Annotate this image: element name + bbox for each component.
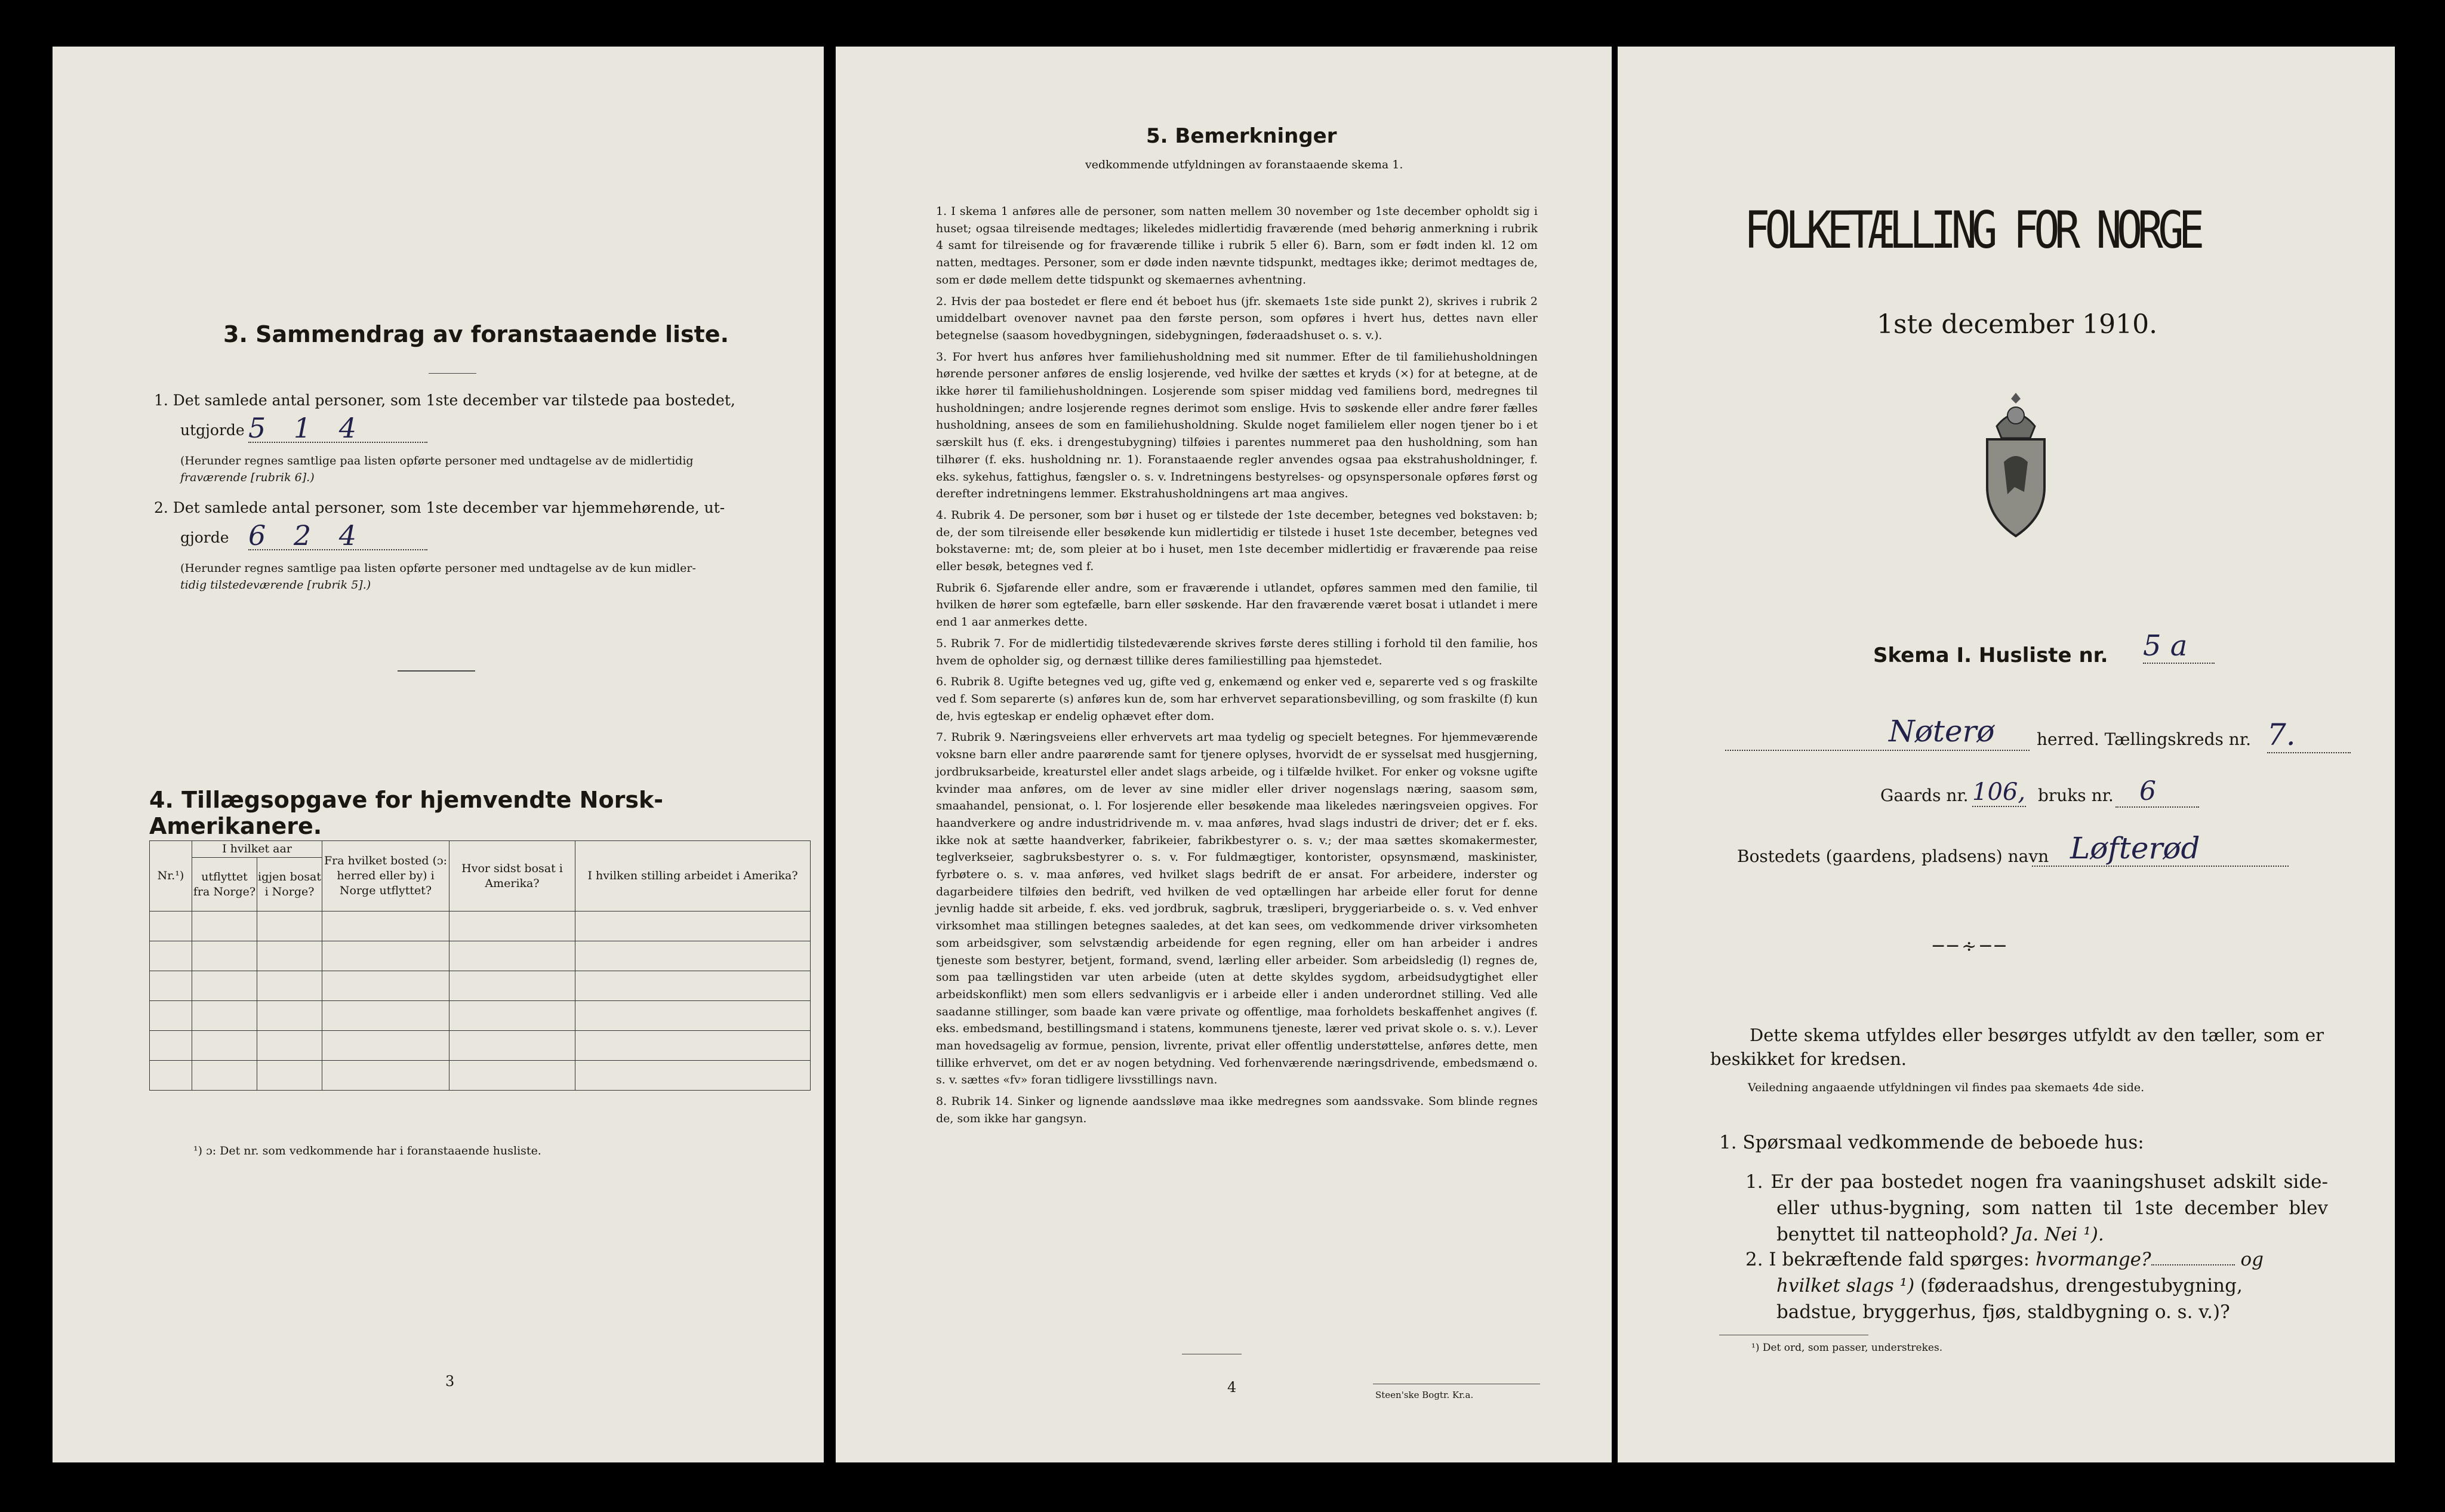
printer-mark: Steen'ske Bogtr. Kr.a. (1375, 1390, 1474, 1400)
norsk-amerikanere-table (149, 840, 811, 1091)
table-footnote: ¹) ɔ: Det nr. som vedkommende har i foranstaaende husliste. (193, 1144, 541, 1157)
table-row (150, 1001, 811, 1031)
gaards-label: Gaards nr. (1880, 786, 1969, 805)
page-number: 3 (445, 1373, 455, 1390)
section-3-title: 3. Sammendrag av foranstaaende liste. (223, 321, 729, 347)
question-2 (1745, 1246, 2328, 1325)
item-2-label: gjorde (180, 529, 229, 546)
divider (429, 373, 476, 374)
remark-8: 8. Rubrik 14. Sinker og lignende aandssløve maa ikke medregnes som aandssvake. Som blinde regnes de, som ikke har gangsyn. (936, 1095, 1538, 1125)
header-hvor: Hvor sidst bosat i Amerika? (449, 841, 575, 911)
table-row (150, 941, 811, 971)
question-2-hvormange: hvormange? (2035, 1249, 2151, 1270)
page-number: 4 (1227, 1379, 1237, 1396)
item-1-note-1: (Herunder regnes samtlige paa listen opførte personer med undtagelse av de midlertidig (180, 454, 694, 467)
intro-text: Dette skema utfyldes eller besørges utfyldt av den tæller, som er beskikket for kredsen. (1710, 1025, 2324, 1069)
gaards-value: 106, (1972, 778, 2026, 806)
husliste-nr-value: 5 a (2143, 629, 2215, 664)
intro-note: Veiledning angaaende utfyldningen vil findes paa skemaets 4de side. (1748, 1081, 2145, 1094)
item-2-note-1: (Herunder regnes samtlige paa listen opførte personer med undtagelse av de kun midler- (180, 562, 696, 575)
item-1-value: 5 1 4 (248, 414, 427, 443)
remark-3: 3. For hvert hus anføres hver familiehusholdning med sit nummer. Efter de til familiehusholdningen hørende personer anføres de enslig losjerende, ved hvilke der sættes et kryds (×) for at betegne, at de ikke hører til familiehusholdningen. Losjerende som spiser middag ved familiens bord, medregnes til husholdningen; andre losjerende regnes derimot som enslige. Hvis to søskende eller andre fører fælles husholdning, ansees de som en familiehusholdning. Skulde noget familielem eller nogen tjener bo i et særskilt hus (f. eks. i drengestubygning) tilføies i parentes nummeret paa den husholdning, som han tilhører (f. eks. husholdning nr. 1). Foranstaaende regler anvendes ogsaa paa ekstrahusholdninger, f. eks. sykehus, fattighus, fængsler o. s. v. Indretningens bestyrelses- og opsynspersonale opføres først og derefter indretningens lemmer. Ekstrahusholdningens art maa angives. (936, 350, 1538, 501)
bruks-value: 6 (2115, 776, 2199, 808)
remarks-subtitle: vedkommende utfyldningen av foranstaaende skema 1. (1085, 158, 1403, 171)
bruks-label: bruks nr. (2038, 786, 2114, 805)
page-3 (53, 47, 824, 1462)
item-2-note-2: tidig tilstedeværende [rubrik 5].) (180, 578, 371, 592)
remarks-list (936, 203, 1538, 1132)
cover-footnote: ¹) Det ord, som passer, understrekes. (1751, 1342, 1943, 1354)
item-1-text: 1. Det samlede antal personer, som 1ste december var tilstede paa bostedet, (154, 392, 735, 409)
divider (398, 670, 475, 672)
question-1-answer: Ja. Nei ¹). (2014, 1224, 2104, 1245)
remark-7: 7. Rubrik 9. Næringsveiens eller erhvervets art maa tydelig og specielt betegnes. For hjemmeværende voksne barn eller andre paarørende samt for tjenere oplyses, hvorvidt de er sysselsat med husgjerning, jordbruksarbeide, kreaturstel eller andet slags arbeide, og i tilfælde hvilket. For enker og voksne ugifte kvinder maa anføres, om de lever av sine midler eller driver nogenslags næring, saasom søm, smaahandel, pensionat, o. l. For losjerende eller besøkende maa likeledes næringsveien opgives. For haandverkere og andre industridrivende m. v. maa anføres, hvad slags industri de driver; det er f. eks. ikke nok at sætte haandverker, fabrikeier, fabrikbestyrer o. s. v.; der maa sættes skomakermester, teglverkseier, sagbruksbestyrer o. s. v. For fuldmægtiger, kontorister, opsynsmænd, maskinister, fyrbøtere o. s. v. maa anføres, ved hvilket slags bedrift de er ansat. For arbeidere, inderster og dagarbeidere tilføies den bedrift, ved hvilken de ved optællingen har arbeide eller forut for denne jevnlig hadde sit arbeide, f. eks. ved jordbruk, sagbruk, træsliperi, bryggeriarbeide o. s. v. Ved enhver virksomhet maa stillingen betegnes saaledes, at det kan sees, om vedkommende driver virksomheten som arbeidsgiver, som selvstændig arbeidende for egen regning, eller om han arbeider i andres tjeneste som bestyrer, betjent, formand, svend, lærling eller arbeider. Som arbeidsledig (l) regnes de, som paa tællingstiden var uten arbeide (uten at dette skyldes sygdom, arbeidsudygtighet eller arbeidskonflikt) men som ellers sedvanligvis er i arbeide eller i anden underordnet stilling. Ved alle saadanne stillinger, som baade kan være private og offentlige, maa forholdets beskaffenhet angives (f. eks. embedsmand, bestillingsmand i statens, kommunens tjeneste, lærer ved privat skole o. s. v.). Lever man hovedsagelig av formue, pension, livrente, privat eller offentlig understøttelse, anføres dette, men tillike erhvervet, om det er av nogen betydning. Ved forhenværende næringsdrivende, embedsmænd o. s. v. sættes «fv» foran tidligere livsstillings navn. (936, 731, 1538, 1087)
remark-2: 2. Hvis der paa bostedet er flere end ét beboet hus (jfr. skemaets 1ste side punkt 2), skrives i rubrik 2 umiddelbart ovenover navnet paa den første person, som opføres i hvert hus, dettes navn eller betegnelse (saasom hovedbygningen, sidebygningen, føderaadshuset o. s. v.). (936, 294, 1538, 342)
header-group: I hvilket aar (192, 841, 322, 858)
table-row (150, 971, 811, 1001)
header-stilling: I hvilken stilling arbeidet i Amerika? (575, 841, 811, 911)
header-fra: Fra hvilket bosted (ɔ: herred eller by) i Norge utflyttet? (322, 841, 449, 911)
question-2-text: 2. I bekræftende fald spørges: (1745, 1249, 2030, 1270)
herred-value: Nøterø (1889, 714, 1995, 749)
remarks-title: 5. Bemerkninger (1146, 124, 1337, 148)
section-4-title: 4. Tillægsopgave for hjemvendte Norsk-Amerikanere. (149, 787, 663, 839)
table-row (150, 911, 811, 941)
remark-6: 6. Rubrik 8. Ugifte betegnes ved ug, gifte ved g, enkemænd og enker ved e, separerte ved s og fraskilte ved f. Som separerte (s) anføres kun de, som har erhvervet separationsbevilling, og som fraskilte (f) kun de, hvis egteskap er endelig ophævet efter dom. (936, 675, 1538, 723)
question-2-slags: og hvilket slags ¹) (1776, 1249, 2264, 1297)
cover-page (1618, 47, 2395, 1462)
question-2-examples: (føderaadshus, drengestubygning, badstue, bryggerhus, fjøs, staldbygning o. s. v.)? (1776, 1275, 2243, 1323)
ornament-divider: ──∻── (1933, 936, 2009, 957)
question-heading: 1. Spørsmaal vedkommende de beboede hus: (1719, 1132, 2144, 1153)
question-1-text: 1. Er der paa bostedet nogen fra vaaningshuset adskilt side- eller uthus-bygning, som natten til 1ste december blev benyttet til natteophold? (1745, 1171, 2328, 1245)
table-row (150, 1061, 811, 1091)
remark-1: 1. I skema 1 anføres alle de personer, som natten mellem 30 november og 1ste december opholdt sig i huset; ogsaa tilreisende medtages; likeledes midlertidig fraværende (med behørig anmerkning i rubrik 4 samt for tilreisende og for fraværende tillike i rubrik 5 eller 6). Barn, som er født inden kl. 12 om natten, medtages. Personer, som er døde inden nævnte tidspunkt, medtages ikke; derimot medtages de, som er døde mellem dette tidspunkt og skemaernes avhentning. (936, 205, 1538, 287)
table-row (150, 1031, 811, 1061)
kreds-nr-value: 7. (2267, 717, 2351, 753)
coat-of-arms-icon (1980, 390, 2052, 540)
remark-4: 4. Rubrik 4. De personer, som bør i huset og er tilstede der 1ste december, betegnes ved bokstaven: b; de, der som tilreisende eller besøkende kun midlertidig er tilstede i huset 1ste december, betegnes ved bokstaverne: mt; de, som pleier at bo i huset, men 1ste december midlertidig er fraværende paa reise eller besøk, betegnes ved f. (936, 508, 1538, 574)
item-2-text: 2. Det samlede antal personer, som 1ste december var hjemmehørende, ut- (154, 499, 725, 516)
skema-label: Skema I. Husliste nr. (1873, 643, 2108, 667)
header-utflyttet: utflyttet fra Norge? (192, 858, 257, 911)
item-1-label: utgjorde (180, 421, 245, 439)
header-igjen: igjen bosat i Norge? (257, 858, 322, 911)
header-nr: Nr.¹) (150, 841, 192, 911)
remark-5: 5. Rubrik 7. For de midlertidig tilstedeværende skrives første deres stilling i forhold til den familie, hos hvem de opholder sig, og dernæst tillike deres familiestilling paa hjemstedet. (936, 636, 1538, 667)
item-2-value: 6 2 4 (248, 522, 427, 550)
bosted-value: Løfterød (2032, 831, 2289, 867)
bosted-label: Bostedets (gaardens, pladsens) navn (1737, 846, 2049, 866)
item-1-note-2: fraværende [rubrik 6].) (180, 471, 315, 484)
herred-label: herred. Tællingskreds nr. (2037, 729, 2252, 749)
main-title: FOLKETÆLLING FOR NORGE (1744, 201, 2200, 260)
census-date: 1ste december 1910. (1877, 309, 2158, 340)
page-4 (836, 47, 1612, 1462)
question-1 (1745, 1169, 2328, 1248)
remark-4-rubrik-6: Rubrik 6. Sjøfarende eller andre, som er fraværende i utlandet, opføres sammen med den familie, til hvilken de hører som egtefælle, barn eller søskende. Har den fraværende været bosat i utlandet i mere end 1 aar anmerkes dette. (936, 581, 1538, 629)
